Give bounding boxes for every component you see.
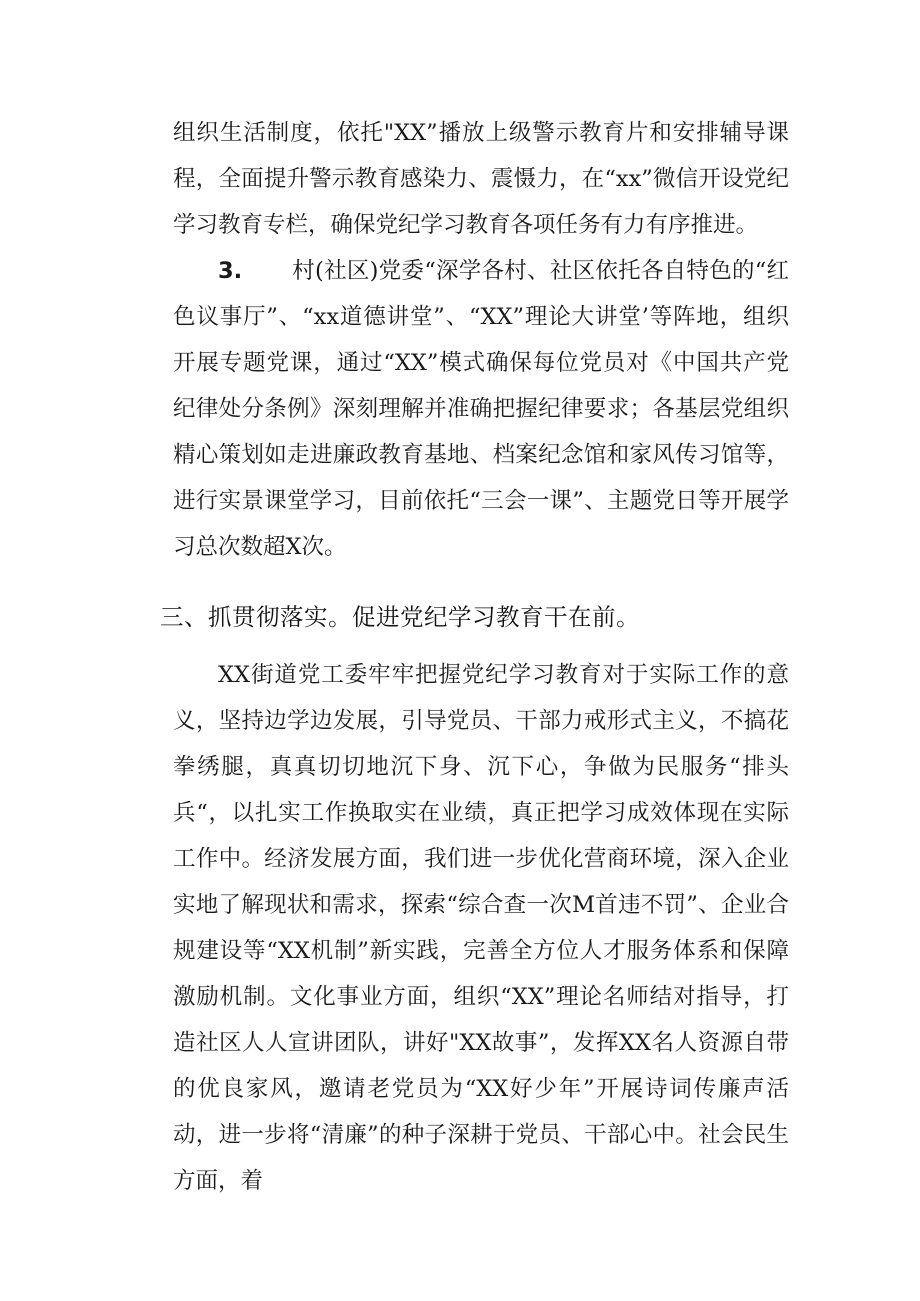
section-paragraph: XX街道党工委牢牢把握党纪学习教育对于实际工作的意义，坚持边学边发展，引导党员、干部力戒形式主义，不搞花拳绣腿，真真切切地沉下身、沉下心，争做为民服务“排头兵“，以扎实工作换取实在业绩，真正把学习成效体现在实际工作中。经济发展方面，我们进一步优化营商环境，深入企业实地了解现状和需求，探索“综合查一次M首违不罚”、企业合规建设等“XX机制”新实践，完善全方位人才服务体系和保障激励机制。文化事业方面，组织“XX”理论名师结对指导，打造社区人人宣讲团队，讲好"XX故事”，发挥XX名人资源自带的优良家风，邀请老党员为“XX好少年”开展诗词传廉声活动，进一步将“清廉”的种子深耕于党员、干部心中。社会民生方面，着 [173,662,789,1194]
paragraph-continuation: 组织生活制度，依托"XX”播放上级警示教育片和安排辅导课程，全面提升警示教育感染力、震慑力，在“xx”微信开设党纪学习教育专栏，确保党纪学习教育各项任务有力有序推进。 [173,120,789,238]
numbered-paragraph-text: 村(社区)党委“深学各村、社区依托各自特色的“红色议事厅”、“xx道德讲堂”、“XX”理论大讲堂’等阵地，组织开展专题党课，通过“XX”模式确保每位党员对《中国共产党纪律处分条例》深刻理解并准确把握纪律要求；各基层党组织精心策划如走进廉政教育基地、档案纪念馆和家风传习馆等，进行实景课堂学习，目前依托“三会一课”、主题党日等开展学习总次数超X次。 [173,258,789,560]
numbered-paragraph [173,248,789,570]
document-body [160,110,789,1204]
section-heading: 三、抓贯彻落实。促进党纪学习教育干在前。 [160,603,640,631]
paragraph-number: 3. [218,258,243,284]
